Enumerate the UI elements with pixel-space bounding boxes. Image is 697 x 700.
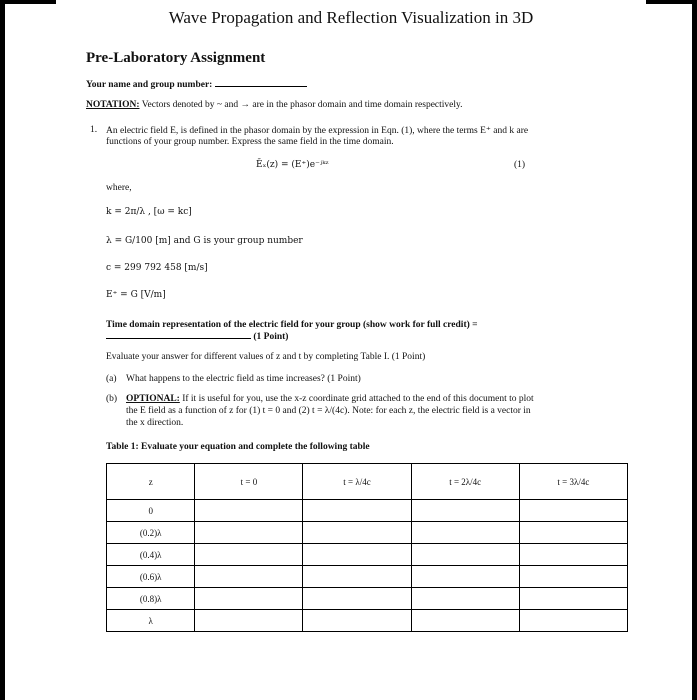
table-row: 0 <box>107 500 628 522</box>
table-row: (0.8)λ <box>107 588 628 610</box>
lambda-definition: λ = G/100 [m] and G is your group number <box>106 236 303 246</box>
table-row: (0.4)λ <box>107 544 628 566</box>
evaluate-line: Evaluate your answer for different values of z and t by completing Table I. (1 Point) <box>106 352 426 362</box>
notation-line <box>86 100 463 110</box>
time-domain-line2: (1 Point) <box>106 332 288 342</box>
header-t3: t = 3λ/4c <box>519 464 627 500</box>
q1-number: 1. <box>90 125 98 135</box>
part-b-line3: the x direction. <box>126 418 184 428</box>
c-definition: c = 299 792 458 [m/s] <box>106 263 208 273</box>
table-caption: Table 1: Evaluate your equation and complete the following table <box>106 442 370 452</box>
table-header-row <box>107 464 628 500</box>
left-border <box>0 0 5 700</box>
document-page <box>56 0 646 700</box>
notation-label: NOTATION: <box>86 100 140 110</box>
table-row: (0.6)λ <box>107 566 628 588</box>
header-z: z <box>107 464 195 500</box>
table-row: (0.2)λ <box>107 522 628 544</box>
table-row: λ <box>107 610 628 632</box>
right-border <box>692 0 697 700</box>
header-t2: t = 2λ/4c <box>411 464 519 500</box>
part-b-line2: the E field as a function of z for (1) t = 0 and (2) t = λ/(4c). Note: for each z, the electric field is a vector in <box>126 406 531 416</box>
equation-1: Ẽₓ(z) = (E⁺)e⁻ʲᵏᶻ <box>256 160 329 170</box>
time-domain-line1: Time domain representation of the electric field for your group (show work for full credit) = <box>106 320 478 330</box>
part-a-text: What happens to the electric field as time increases? (1 Point) <box>126 374 361 384</box>
part-a-label: (a) <box>106 374 117 384</box>
equation-number: (1) <box>514 160 526 170</box>
evaluation-table <box>106 463 628 632</box>
notation-text: Vectors denoted by ~ and → are in the phasor domain and time domain respectively. <box>141 100 463 110</box>
part-b-line1: OPTIONAL: If it is useful for you, use the x-z coordinate grid attached to the end of this document to plot <box>126 394 534 404</box>
section-heading: Pre-Laboratory Assignment <box>86 50 266 66</box>
part-b-label: (b) <box>106 394 118 404</box>
header-t0: t = 0 <box>195 464 303 500</box>
document-title: Wave Propagation and Reflection Visualization in 3D <box>168 8 534 27</box>
k-definition: k = 2π/λ , [ω = kc] <box>106 207 192 217</box>
q1-line2: functions of your group number. Express the same field in the time domain. <box>106 137 394 147</box>
q1-line1: An electric field E, is defined in the phasor domain by the expression in Eqn. (1), where the terms E⁺ and k are <box>106 126 529 136</box>
where-label: where, <box>106 183 132 193</box>
e-definition: E⁺ = G [V/m] <box>106 290 166 300</box>
name-label: Your name and group number: <box>86 80 307 90</box>
header-t1: t = λ/4c <box>303 464 411 500</box>
